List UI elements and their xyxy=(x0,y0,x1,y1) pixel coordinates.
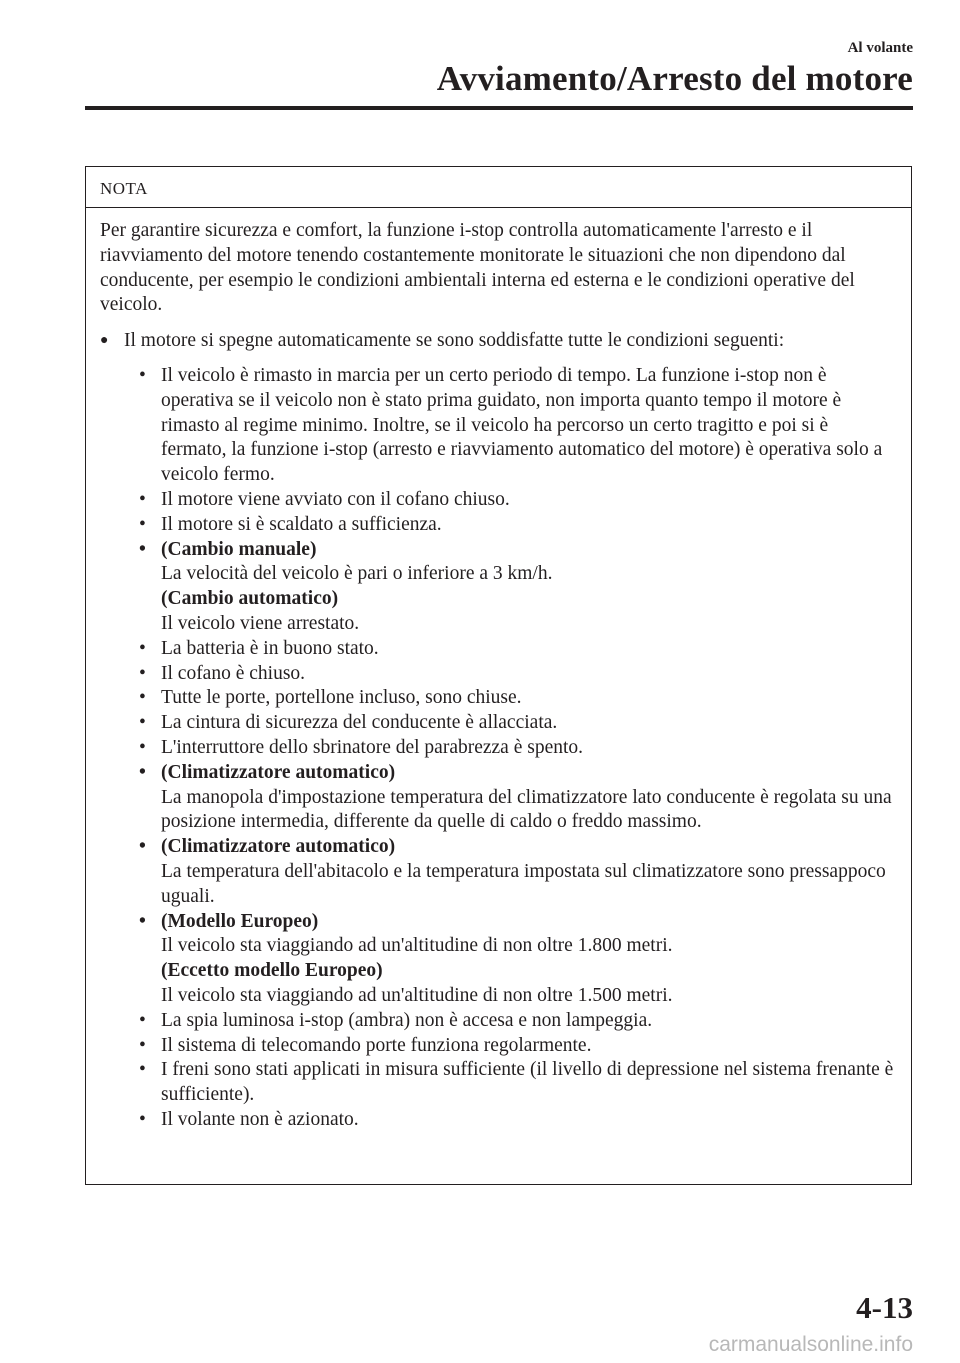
condition-text: L'interruttore dello sbrinatore del parabrezza è spento. xyxy=(161,736,584,758)
note-intro: Per garantire sicurezza e comfort, la funzione i-stop controlla automaticamente l'arresto e il riavviamento del motore tenendo costantemente monitorate le situazioni che non dipendono dal conducente, per esempio le condizioni ambientali interna ed esterna e le condizioni operative del veicolo. xyxy=(100,220,855,316)
condition-text: La manopola d'impostazione temperatura del climatizzatore lato conducente è regolata su una posizione intermedia, differente da quelle di caldo o freddo massimo. xyxy=(161,786,892,833)
bullet-icon: • xyxy=(139,712,146,734)
condition-text: Il motore si è scaldato a sufficienza. xyxy=(161,513,442,535)
condition-item xyxy=(136,835,897,909)
condition-text: La temperatura dell'abitacolo e la temperatura impostata sul climatizzatore sono pressappoco uguali. xyxy=(161,860,886,907)
condition-item xyxy=(136,711,897,736)
main-bullet-text: Il motore si spegne automaticamente se sono soddisfatte tutte le condizioni seguenti: xyxy=(124,330,785,352)
condition-text: Il veicolo viene arrestato. xyxy=(161,612,360,634)
note-body xyxy=(86,208,911,1133)
condition-text: Il veicolo sta viaggiando ad un'altitudine di non oltre 1.800 metri. xyxy=(161,935,673,957)
condition-heading: (Cambio manuale) xyxy=(161,538,317,560)
condition-heading: (Eccetto modello Europeo) xyxy=(161,960,383,982)
condition-item xyxy=(136,1034,897,1059)
condition-text: Il motore viene avviato con il cofano chiuso. xyxy=(161,488,510,510)
bullet-icon: • xyxy=(139,910,146,932)
condition-item xyxy=(136,910,897,1009)
bullet-icon: • xyxy=(139,364,146,386)
bullet-icon: • xyxy=(139,736,146,758)
bullet-icon: • xyxy=(139,1108,146,1130)
note-label: NOTA xyxy=(86,167,911,208)
condition-text: Tutte le porte, portellone incluso, sono chiuse. xyxy=(161,687,522,709)
bullet-icon: • xyxy=(139,513,146,535)
section-label: Al volante xyxy=(847,40,913,56)
bullet-icon: • xyxy=(139,538,146,560)
condition-item xyxy=(136,488,897,513)
condition-item xyxy=(136,736,897,761)
condition-text: I freni sono stati applicati in misura sufficiente (il livello di depressione nel sistema frenante è sufficiente). xyxy=(161,1059,894,1106)
condition-text: La spia luminosa i-stop (ambra) non è accesa e non lampeggia. xyxy=(161,1009,653,1031)
bullet-icon: • xyxy=(139,662,146,684)
condition-heading: (Modello Europeo) xyxy=(161,910,319,932)
condition-heading: (Cambio automatico) xyxy=(161,588,339,610)
condition-text: La cintura di sicurezza del conducente è allacciata. xyxy=(161,712,558,734)
condition-item xyxy=(136,538,897,637)
condition-text: Il veicolo sta viaggiando ad un'altitudine di non oltre 1.500 metri. xyxy=(161,984,673,1006)
condition-text: Il veicolo è rimasto in marcia per un certo periodo di tempo. La funzione i-stop non è operativa se il veicolo non è stato prima guidato, non importa quanto tempo il motore è rimasto al regime minimo. Inoltre, se il veicolo ha percorso un certo tragitto e poi si è fermato, la funzione i-stop (arresto e riavviamento automatico del motore) è operativa solo a veicolo fermo. xyxy=(161,364,883,486)
condition-text: Il volante non è azionato. xyxy=(161,1108,359,1130)
condition-heading: (Climatizzatore automatico) xyxy=(161,836,396,858)
condition-item xyxy=(136,1009,897,1034)
condition-text: La batteria è in buono stato. xyxy=(161,637,379,659)
condition-item xyxy=(136,761,897,835)
bullet-icon: • xyxy=(139,637,146,659)
bullet-icon: • xyxy=(139,1059,146,1081)
condition-item xyxy=(136,364,897,488)
condition-item xyxy=(136,662,897,687)
bullet-icon: • xyxy=(139,761,146,783)
condition-item xyxy=(136,1058,897,1108)
bullet-icon: • xyxy=(139,687,146,709)
condition-item xyxy=(136,686,897,711)
bullet-icon: • xyxy=(139,1034,146,1056)
note-box xyxy=(85,166,912,1185)
title-rule xyxy=(85,106,913,110)
condition-item xyxy=(136,513,897,538)
condition-text: Il sistema di telecomando porte funziona regolarmente. xyxy=(161,1034,592,1056)
page-number: 4-13 xyxy=(856,1290,913,1325)
condition-heading: (Climatizzatore automatico) xyxy=(161,761,396,783)
bullet-icon: • xyxy=(139,1009,146,1031)
condition-text: Il cofano è chiuso. xyxy=(161,662,306,684)
condition-item xyxy=(136,637,897,662)
condition-text: La velocità del veicolo è pari o inferiore a 3 km/h. xyxy=(161,563,553,585)
condition-list xyxy=(136,364,897,1133)
bullet-icon: • xyxy=(139,836,146,858)
main-bullet xyxy=(100,329,897,354)
watermark-link[interactable]: carmanualsonline.info xyxy=(708,1333,913,1356)
bullet-icon: • xyxy=(139,488,146,510)
bullet-icon: ● xyxy=(100,333,109,349)
condition-item xyxy=(136,1108,897,1133)
page-title: Avviamento/Arresto del motore xyxy=(436,59,913,98)
